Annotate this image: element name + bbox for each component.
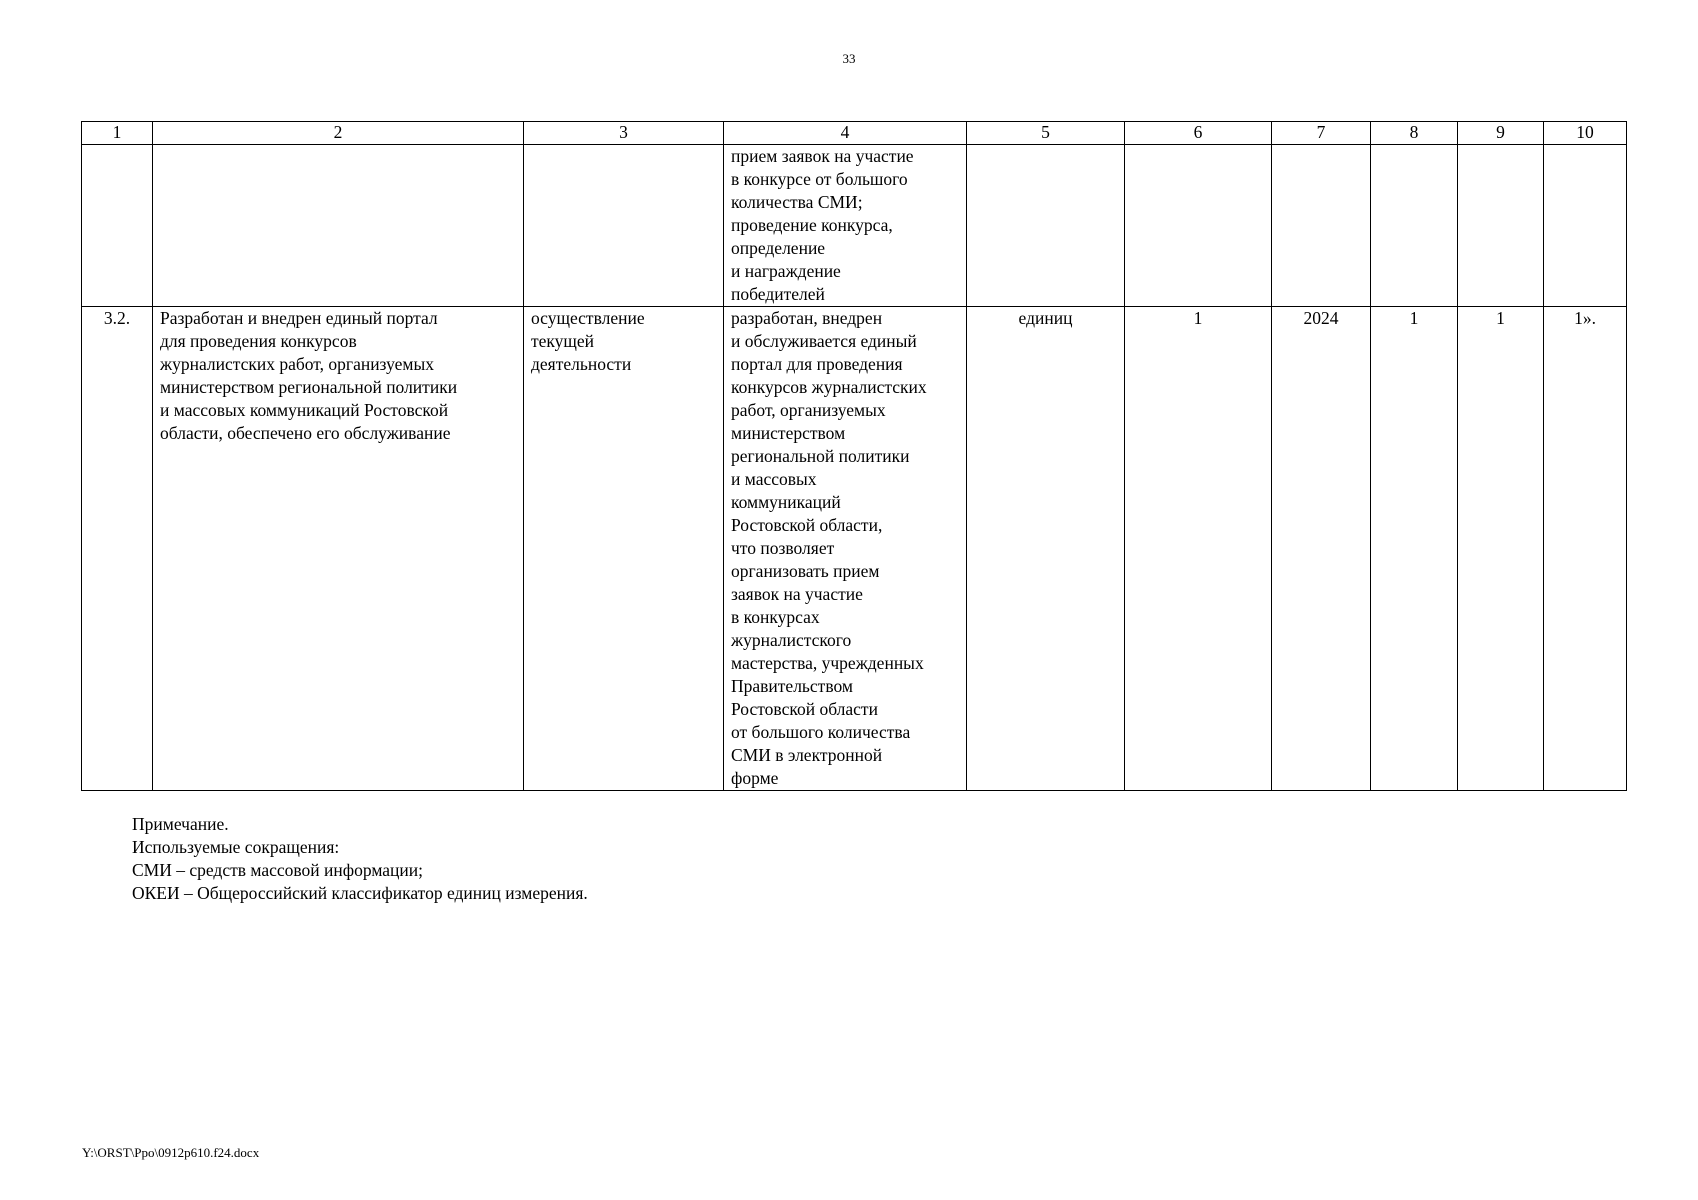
header-cell-5: 5: [967, 122, 1125, 145]
cell-characteristics: прием заявок на участие в конкурсе от большого количества СМИ; проведение конкурса, определение и награждение победителей: [724, 145, 967, 307]
cell-base-value: [1125, 145, 1272, 307]
cell-result-name: [153, 145, 524, 307]
cell-value-2: 1: [1458, 307, 1544, 791]
cell-base-value: 1: [1125, 307, 1272, 791]
cell-result-name: Разработан и внедрен единый портал для проведения конкурсов журналистских работ, организуемых министерством региональной политики и массовых коммуникаций Ростовской области, обеспечено его обслуживание: [153, 307, 524, 791]
header-cell-2: 2: [153, 122, 524, 145]
header-cell-6: 6: [1125, 122, 1272, 145]
cell-base-year: 2024: [1272, 307, 1371, 791]
cell-unit: [967, 145, 1125, 307]
cell-value-1: 1: [1371, 307, 1458, 791]
abbreviations-heading: Используемые сокращения:: [132, 837, 340, 857]
table-row-3-2: [82, 307, 1627, 791]
note-title: Примечание.: [132, 814, 229, 834]
header-cell-7: 7: [1272, 122, 1371, 145]
page-number: 33: [842, 51, 856, 66]
cell-characteristics: разработан, внедрен и обслуживается единый портал для проведения конкурсов журналистских работ, организуемых министерством региональной политики и массовых коммуникаций Ростовской области, что позволяет организовать прием заявок на участие в конкурсах журналистского мастерства, учрежденных Правительством Ростовской области от большого количества СМИ в электронной форме: [724, 307, 967, 791]
table-row-continuation: [82, 145, 1627, 307]
cell-result-type: осуществление текущей деятельности: [524, 307, 724, 791]
header-cell-8: 8: [1371, 122, 1458, 145]
indicators-table: [81, 121, 1627, 791]
header-cell-10: 10: [1544, 122, 1627, 145]
header-cell-3: 3: [524, 122, 724, 145]
cell-value-3: [1544, 145, 1627, 307]
cell-value-2: [1458, 145, 1544, 307]
cell-value-1: [1371, 145, 1458, 307]
header-cell-9: 9: [1458, 122, 1544, 145]
footer-file-path: Y:\ORST\Ppo\0912p610.f24.docx: [82, 1145, 260, 1160]
cell-base-year: [1272, 145, 1371, 307]
table-header-row: [82, 122, 1627, 145]
cell-number: 3.2.: [82, 307, 153, 791]
abbreviation-item: СМИ – средств массовой информации;: [132, 860, 424, 880]
cell-value-3: 1».: [1544, 307, 1627, 791]
cell-result-type: [524, 145, 724, 307]
abbreviation-item: ОКЕИ – Общероссийский классификатор единиц измерения.: [132, 883, 588, 903]
cell-number: [82, 145, 153, 307]
header-cell-1: 1: [82, 122, 153, 145]
note-section: [132, 813, 588, 905]
header-cell-4: 4: [724, 122, 967, 145]
cell-unit: единиц: [967, 307, 1125, 791]
